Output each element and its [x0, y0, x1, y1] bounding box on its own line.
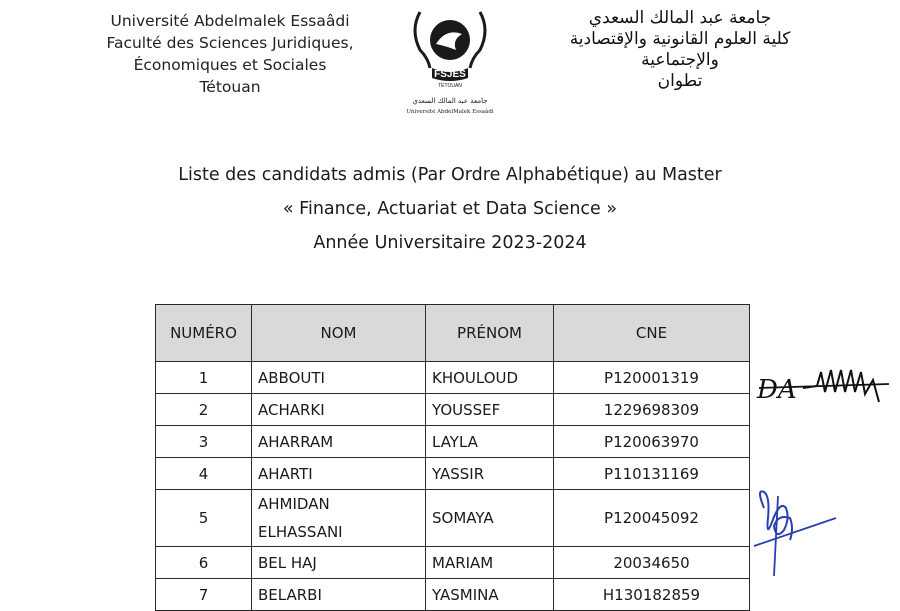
- table-row: [156, 458, 750, 490]
- table-row: [156, 426, 750, 458]
- cell-numero: 7: [156, 579, 252, 611]
- cell-numero: 5: [156, 490, 252, 547]
- cell-cne: P120001319: [554, 362, 750, 394]
- cell-nom: ACHARKI: [252, 394, 426, 426]
- cell-cne: P120063970: [554, 426, 750, 458]
- signature-blue: [750, 478, 840, 578]
- university-header-french: [80, 10, 380, 98]
- cell-numero: 6: [156, 547, 252, 579]
- cell-prenom: SOMAYA: [426, 490, 554, 547]
- header-cne: CNE: [554, 305, 750, 362]
- header-numero: NUMÉRO: [156, 305, 252, 362]
- cell-nom: BELARBI: [252, 579, 426, 611]
- cell-nom: [252, 490, 426, 547]
- cell-cne: P120045092: [554, 490, 750, 547]
- cell-numero: 2: [156, 394, 252, 426]
- cell-cne: 20034650: [554, 547, 750, 579]
- cell-prenom: KHOULOUD: [426, 362, 554, 394]
- university-header-arabic: [520, 8, 840, 92]
- admitted-candidates-table: [155, 304, 750, 611]
- cell-nom-line2: ELHASSANI: [258, 523, 343, 541]
- header-prenom: PRÉNOM: [426, 305, 554, 362]
- fsjes-logo: [400, 6, 500, 118]
- cell-nom: AHARRAM: [252, 426, 426, 458]
- title-line3: Année Universitaire 2023-2024: [313, 233, 587, 253]
- cell-numero: 4: [156, 458, 252, 490]
- logo-arabic-text: جامعة عبد المالك السعدي: [412, 97, 488, 105]
- city-name: Tétouan: [199, 78, 261, 96]
- logo-acronym: FSJES: [434, 69, 466, 80]
- university-name: Université Abdelmalek Essaâdi: [110, 12, 350, 30]
- cell-cne: 1229698309: [554, 394, 750, 426]
- table-header-row: [156, 305, 750, 362]
- table-row: [156, 579, 750, 611]
- cell-prenom: MARIAM: [426, 547, 554, 579]
- table-row: [156, 394, 750, 426]
- arabic-line3: والإجتماعية: [641, 50, 719, 70]
- cell-cne: H130182859: [554, 579, 750, 611]
- arabic-line1: جامعة عبد المالك السعدي: [588, 8, 772, 28]
- header-nom: NOM: [252, 305, 426, 362]
- cell-prenom: YASMINA: [426, 579, 554, 611]
- table-row: [156, 362, 750, 394]
- cell-prenom: YASSIR: [426, 458, 554, 490]
- faculty-name-line1: Faculté des Sciences Juridiques,: [106, 34, 354, 52]
- table-row: [156, 490, 750, 547]
- logo-city: TÉTOUAN: [438, 83, 462, 89]
- cell-nom: BEL HAJ: [252, 547, 426, 579]
- cell-numero: 1: [156, 362, 252, 394]
- title-line1: Liste des candidats admis (Par Ordre Alphabétique) au Master: [178, 165, 722, 185]
- signature-black: [755, 362, 895, 412]
- cell-prenom: LAYLA: [426, 426, 554, 458]
- cell-numero: 3: [156, 426, 252, 458]
- cell-prenom: YOUSSEF: [426, 394, 554, 426]
- cell-nom: ABBOUTI: [252, 362, 426, 394]
- arabic-line2: كلية العلوم القانونية والإقتصادية: [569, 29, 791, 49]
- cell-cne: P110131169: [554, 458, 750, 490]
- cell-nom: AHARTI: [252, 458, 426, 490]
- logo-university-text: Université AbdelMalek Essaâdi: [406, 109, 494, 115]
- title-line2: « Finance, Actuariat et Data Science »: [282, 199, 618, 219]
- table-row: [156, 547, 750, 579]
- faculty-name-line2: Économiques et Sociales: [133, 56, 327, 74]
- cell-nom-line1: AHMIDAN: [258, 495, 330, 513]
- document-title: [0, 158, 900, 260]
- arabic-line4: تطوان: [657, 71, 703, 91]
- signature-initials: DA: [757, 375, 797, 405]
